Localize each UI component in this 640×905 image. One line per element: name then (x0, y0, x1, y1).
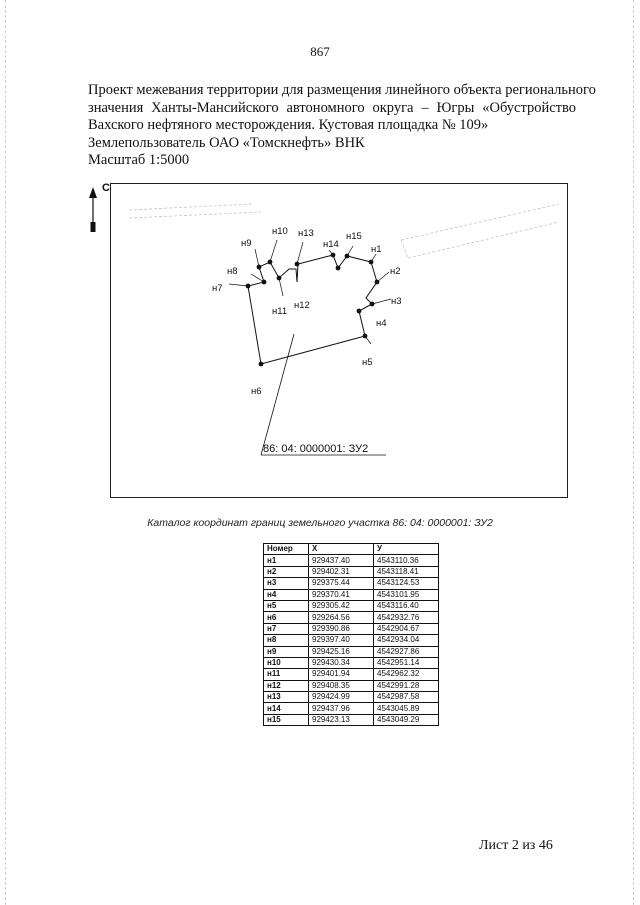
x-coordinate-cell: 929370.41 (309, 589, 374, 600)
point-number-cell: н9 (264, 646, 309, 657)
point-label-n10: н10 (272, 226, 288, 237)
point-label-n15: н15 (346, 231, 362, 242)
page-number: 867 (310, 44, 330, 59)
point-number-cell: н3 (264, 578, 309, 589)
parcel-map (111, 184, 567, 497)
x-coordinate-cell: 929437.40 (309, 555, 374, 566)
x-coordinate-cell: 929423.13 (309, 714, 374, 725)
point-label-n7: н7 (212, 283, 223, 294)
point-label-n4: н4 (376, 318, 387, 329)
point-number-cell: н14 (264, 703, 309, 714)
y-coordinate-cell: 4543116.40 (374, 600, 439, 611)
x-coordinate-cell: 929264.56 (309, 612, 374, 623)
y-coordinate-cell: 4542934.04 (374, 635, 439, 646)
scan-edge-left (5, 0, 7, 905)
coordinates-table (263, 543, 439, 726)
table-header-row (264, 544, 439, 555)
point-number-cell: н1 (264, 555, 309, 566)
point-number-cell: н6 (264, 612, 309, 623)
column-header-number: Номер (264, 544, 309, 555)
table-row (264, 680, 439, 691)
point-number-cell: н2 (264, 566, 309, 577)
table-row (264, 623, 439, 634)
y-coordinate-cell: 4543049.29 (374, 714, 439, 725)
y-coordinate-cell: 4543118.41 (374, 566, 439, 577)
table-row (264, 600, 439, 611)
x-coordinate-cell: 929305.42 (309, 600, 374, 611)
x-coordinate-cell: 929375.44 (309, 578, 374, 589)
y-coordinate-cell: 4543101.95 (374, 589, 439, 600)
map-frame (110, 183, 568, 498)
heading-line-4: Землепользователь ОАО «Томскнефть» ВНК (88, 134, 365, 151)
point-number-cell: н11 (264, 669, 309, 680)
table-row (264, 669, 439, 680)
x-coordinate-cell: 929397.40 (309, 635, 374, 646)
table-row (264, 566, 439, 577)
point-label-n2: н2 (390, 266, 401, 277)
table-row (264, 714, 439, 725)
y-coordinate-cell: 4542987.58 (374, 692, 439, 703)
column-header-x: X (309, 544, 374, 555)
point-number-cell: н15 (264, 714, 309, 725)
point-label-n8: н8 (227, 266, 238, 277)
table-row (264, 612, 439, 623)
catalog-title: Каталог координат границ земельного участка 86: 04: 0000001: ЗУ2 (147, 517, 493, 529)
point-label-n9: н9 (241, 238, 252, 249)
x-coordinate-cell: 929425.16 (309, 646, 374, 657)
point-label-n5: н5 (362, 357, 373, 368)
y-coordinate-cell: 4543124.53 (374, 578, 439, 589)
point-number-cell: н8 (264, 635, 309, 646)
point-label-n1: н1 (371, 244, 382, 255)
table-row (264, 646, 439, 657)
x-coordinate-cell: 929390.86 (309, 623, 374, 634)
boundary-points (246, 253, 380, 367)
y-coordinate-cell: 4542991.28 (374, 680, 439, 691)
point-label-n11: н11 (272, 306, 288, 317)
point-label-n14: н14 (323, 239, 339, 250)
heading-line-2: значения Ханты-Мансийского автономного округа – Югры «Обустройство (88, 99, 576, 116)
x-coordinate-cell: 929424.99 (309, 692, 374, 703)
point-label-n3: н3 (391, 296, 402, 307)
point-label-n13: н13 (298, 228, 314, 239)
point-number-cell: н12 (264, 680, 309, 691)
parcel-label-leader (261, 334, 294, 455)
heading-line-1: Проект межевания территории для размещения линейного объекта регионального (88, 82, 596, 98)
x-coordinate-cell: 929430.34 (309, 657, 374, 668)
heading-line-3: Вахского нефтяного месторождения. Кустовая площадка № 109» (88, 117, 489, 133)
table-row (264, 578, 439, 589)
table-row (264, 657, 439, 668)
y-coordinate-cell: 4543045.89 (374, 703, 439, 714)
table-row (264, 555, 439, 566)
table-row (264, 692, 439, 703)
column-header-y: У (374, 544, 439, 555)
x-coordinate-cell: 929402.31 (309, 566, 374, 577)
y-coordinate-cell: 4542962.32 (374, 669, 439, 680)
point-number-cell: н5 (264, 600, 309, 611)
y-coordinate-cell: 4543110.36 (374, 555, 439, 566)
table-row (264, 635, 439, 646)
sheet-counter: Лист 2 из 46 (479, 838, 553, 853)
point-number-cell: н7 (264, 623, 309, 634)
x-coordinate-cell: 929437.96 (309, 703, 374, 714)
point-number-cell: н13 (264, 692, 309, 703)
y-coordinate-cell: 4542951.14 (374, 657, 439, 668)
y-coordinate-cell: 4542927.86 (374, 646, 439, 657)
x-coordinate-cell: 929401.94 (309, 669, 374, 680)
scan-edge-right (633, 0, 635, 905)
heading-line-5: Масштаб 1:5000 (88, 152, 190, 168)
north-arrow-icon (86, 186, 100, 234)
parcel-label: 86: 04: 0000001: ЗУ2 (263, 443, 369, 455)
point-number-cell: н4 (264, 589, 309, 600)
point-leaders (229, 240, 391, 344)
background-lines (129, 204, 559, 258)
table-row (264, 589, 439, 600)
point-label-n6: н6 (251, 386, 262, 397)
x-coordinate-cell: 929408.35 (309, 680, 374, 691)
point-number-cell: н10 (264, 657, 309, 668)
y-coordinate-cell: 4542904.67 (374, 623, 439, 634)
coordinates-table-body (264, 555, 439, 726)
table-row (264, 703, 439, 714)
point-label-n12: н12 (294, 300, 310, 311)
document-heading (88, 82, 596, 170)
north-label: С (102, 182, 110, 194)
y-coordinate-cell: 4542932.76 (374, 612, 439, 623)
